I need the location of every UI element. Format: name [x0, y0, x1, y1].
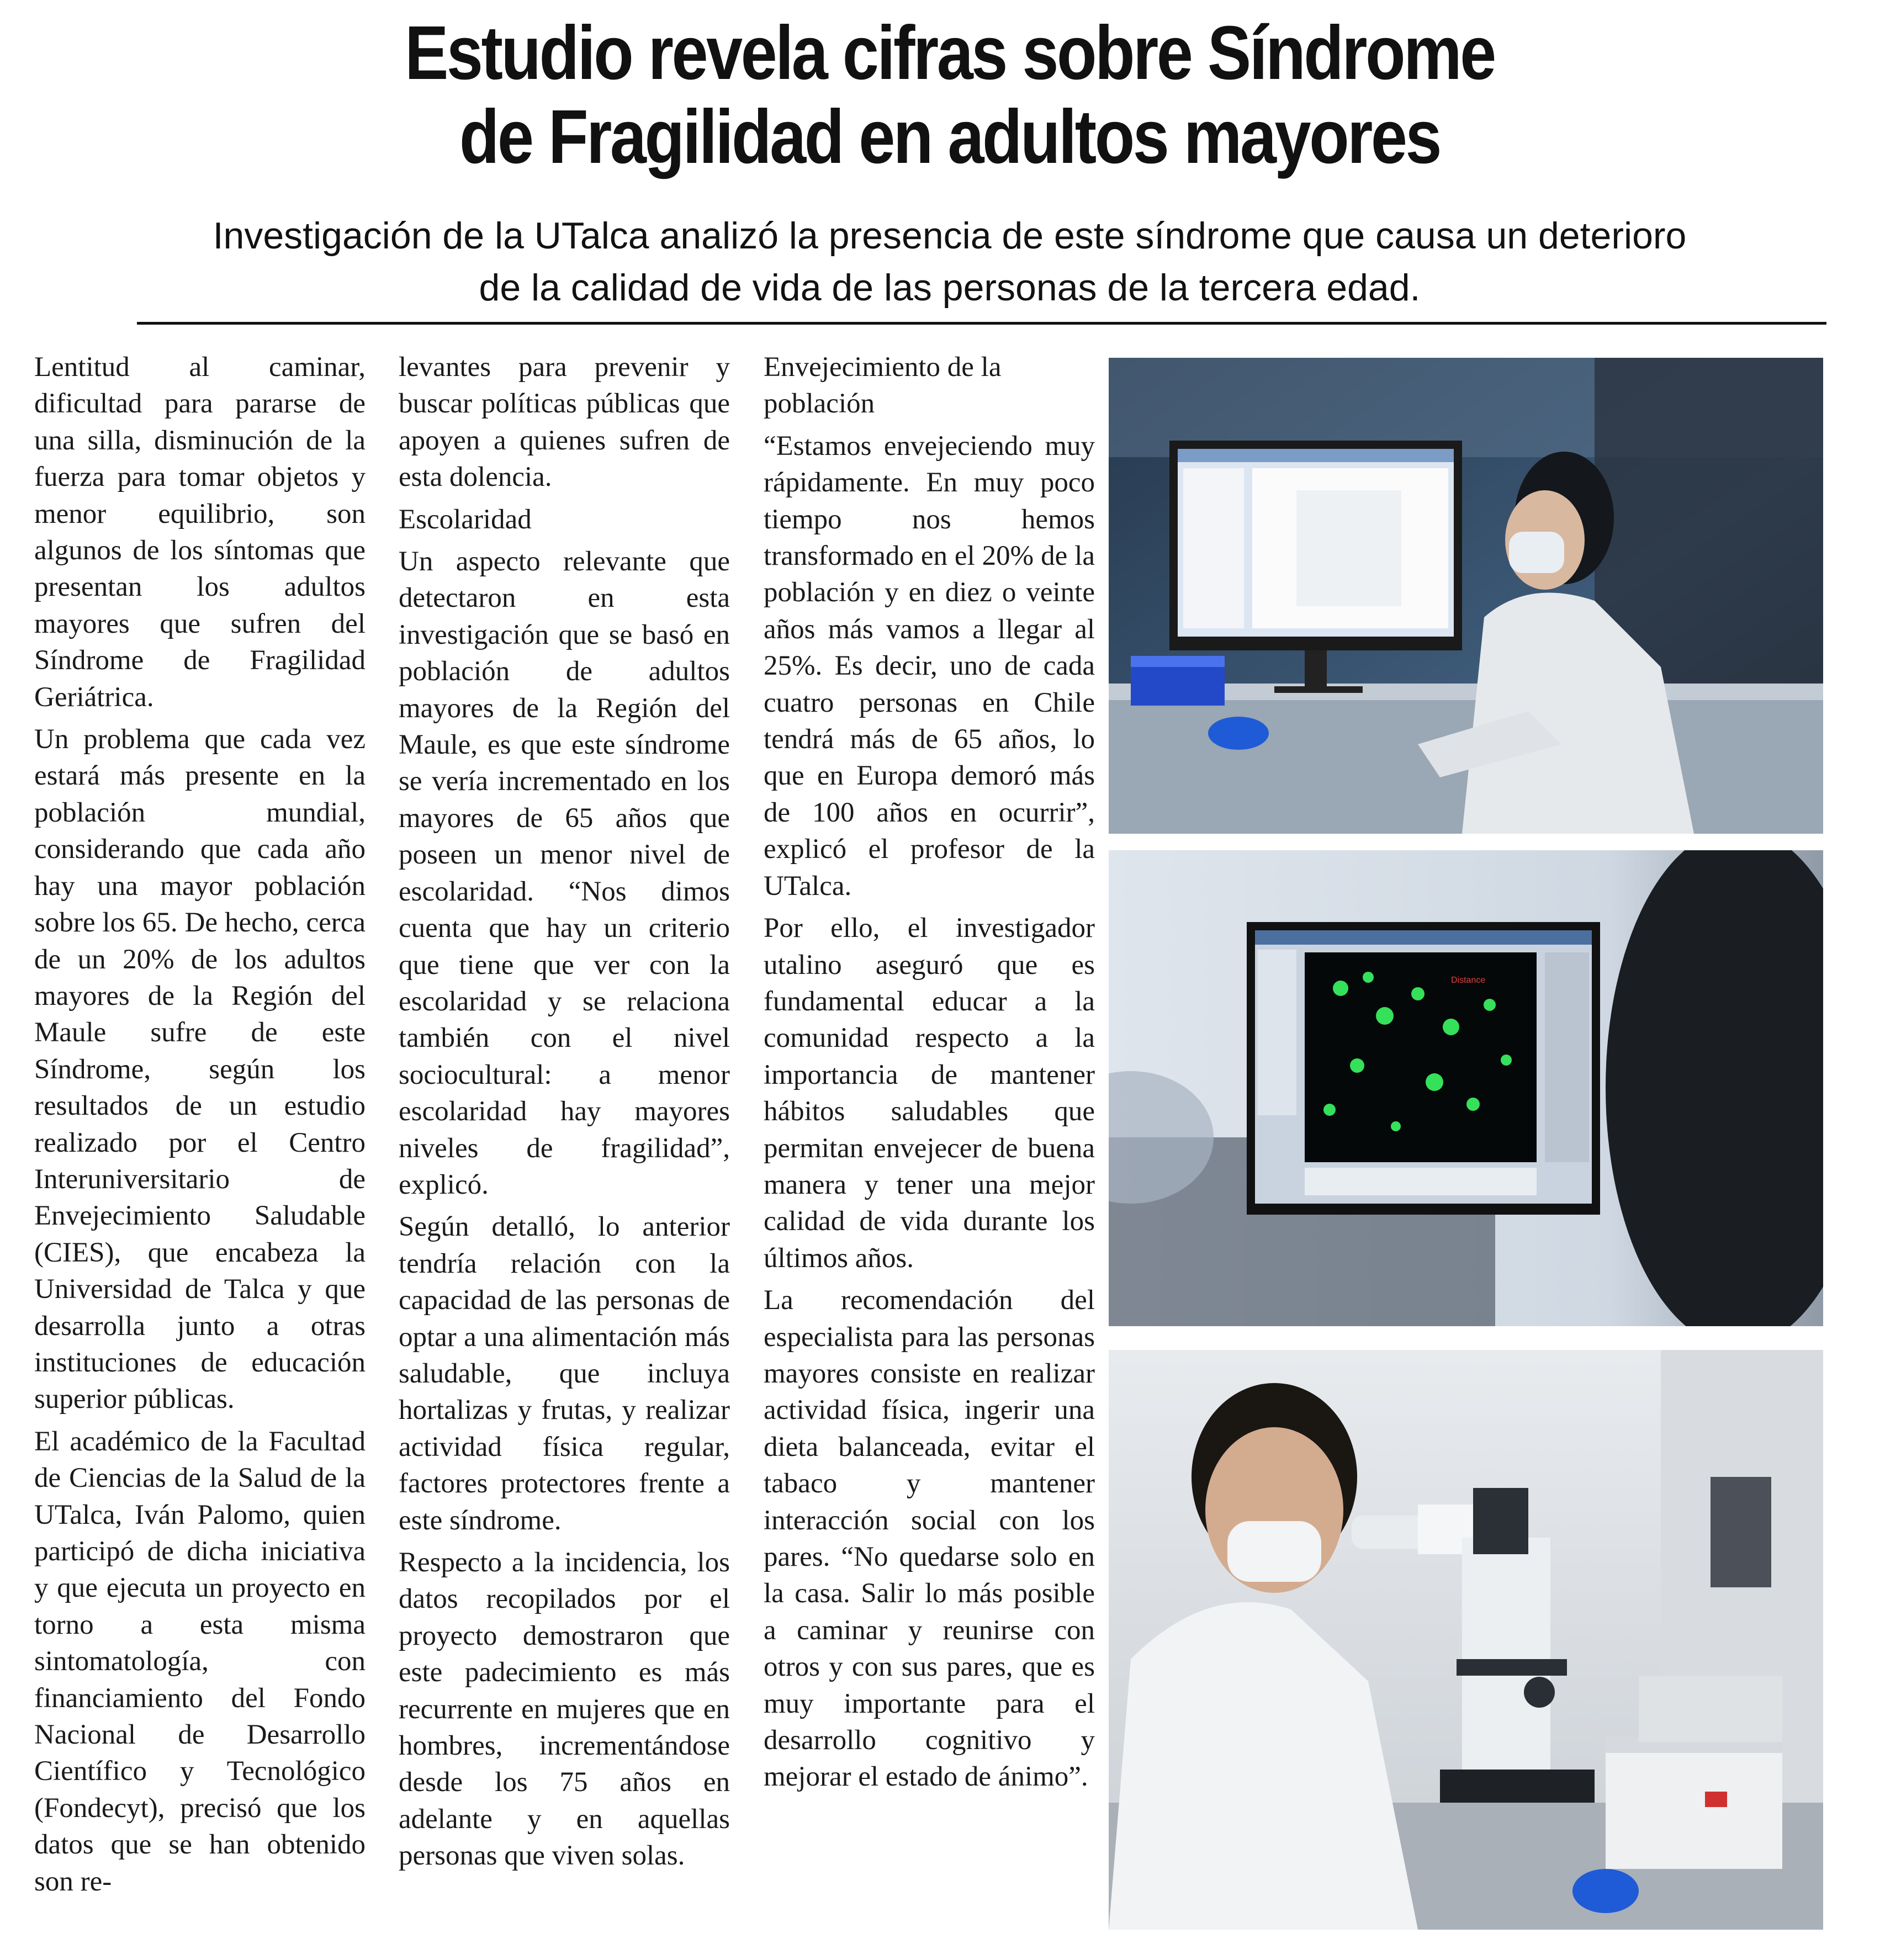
headline-divider — [137, 322, 1826, 325]
headline-line-1: Estudio revela cifras sobre Síndrome — [405, 10, 1495, 96]
paragraph: “Estamos envejeciendo muy rápidamente. En muy poco tiempo nos hemos transformado en el 20% de la población y en diez o veinte años más vamos a llegar al 25%. Es decir, uno de cada cuatro personas en Chile tendrá más de 65 años, lo que en Europa demoró más de 100 años en ocurrir”, explicó el profesor de la UTalca. — [764, 430, 1095, 902]
text-column-3 — [764, 349, 1095, 1801]
article-subtitle — [110, 210, 1789, 314]
paragraph: Lentitud al caminar, dificultad para pararse de una silla, disminución de la fuerza para tomar objetos y menor equilibrio, son algunos de los síntomas que presentan los adultos mayores que sufren del Síndrome de Fragilidad Geriátrica. — [34, 352, 366, 713]
paragraph: levantes para prevenir y buscar políticas públicas que apoyen a quienes sufren de esta dolencia. — [399, 352, 730, 493]
text-column-1 — [34, 349, 366, 1905]
paragraph: Según detalló, lo anterior tendría relación con la capacidad de las personas de optar a una alimentación más saludable, que incluya hortalizas y frutas, y realizar actividad física regular, factores protectores frente a este síndrome. — [399, 1211, 730, 1536]
paragraph: Un aspecto relevante que detectaron en esta investigación que se basó en población de adultos mayores de la Región del Maule, es que este síndrome se vería incrementado en los mayores de 65 años que poseen un menor nivel de escolaridad. “Nos dimos cuenta que hay un criterio que tiene que ver con la escolaridad y se relaciona también con el nivel sociocultural: a menor escolaridad hay mayores niveles de fragilidad”, explicó. — [399, 546, 730, 1200]
photo-researcher-computer — [1109, 358, 1823, 834]
subtitle-line-2: de la calidad de vida de las personas de la tercera edad. — [479, 267, 1421, 309]
headline-line-2: de Fragilidad en adultos mayores — [459, 94, 1441, 179]
text-column-2 — [399, 349, 730, 1880]
photo-researcher-microscope — [1109, 1350, 1823, 1930]
photo-fluorescence-monitor — [1109, 850, 1823, 1326]
paragraph: Por ello, el investigador utalino aseguró que es fundamental educar a la comunidad respecto a la importancia de mantener hábitos saludables que permitan envejecer de buena manera y tener una mejor calidad de vida durante los últimos años. — [764, 913, 1095, 1274]
lab-microscope-image — [1109, 1350, 1823, 1930]
paragraph: Respecto a la incidencia, los datos recopilados por el proyecto demostraron que este padecimiento es más recurrente en mujeres que en hombres, incrementándose desde los 75 años en adelante y en aquellas personas que viven solas. — [399, 1547, 730, 1872]
fluorescence-screen-image — [1109, 850, 1823, 1326]
section-heading-escolaridad: Escolaridad — [399, 504, 532, 535]
article-headline — [247, 11, 1653, 179]
paragraph: Un problema que cada vez estará más presente en la población mundial, considerando que cada año hay una mayor población sobre los 65. De hecho, cerca de un 20% de los adultos mayores de la Región del Maule sufre de este Síndrome, según los resultados de un estudio realizado por el Centro Interuniversitario de Envejecimiento Saludable (CIES), que encabeza la Universidad de Talca y que desarrolla junto a otras instituciones de educación superior públicas. — [34, 724, 366, 1415]
section-heading-envejecimiento: Envejecimiento de la población — [764, 352, 1002, 420]
subtitle-line-1: Investigación de la UTalca analizó la presencia de este síndrome que causa un deterioro — [213, 215, 1687, 257]
svg-text:Distance: Distance — [1451, 976, 1486, 985]
lab-computer-image — [1109, 358, 1823, 834]
paragraph: El académico de la Facultad de Ciencias de la Salud de la UTalca, Iván Palomo, quien participó de dicha iniciativa y que ejecuta un proyecto en torno a esta misma sintomatología, con financiamiento del Fondo Nacional de Desarrollo Científico y Tecnológico (Fondecyt), precisó que los datos que se han obtenido son re- — [34, 1426, 366, 1897]
paragraph: La recomendación del especialista para las personas mayores consiste en realizar actividad física, ingerir una dieta balanceada, evitar el tabaco y mantener interacción social con los pares. “No quedarse solo en la casa. Salir lo más posible a caminar y reunirse con otros y con sus pares, que es muy importante para el desarrollo cognitivo y mejorar el estado de ánimo”. — [764, 1285, 1095, 1793]
